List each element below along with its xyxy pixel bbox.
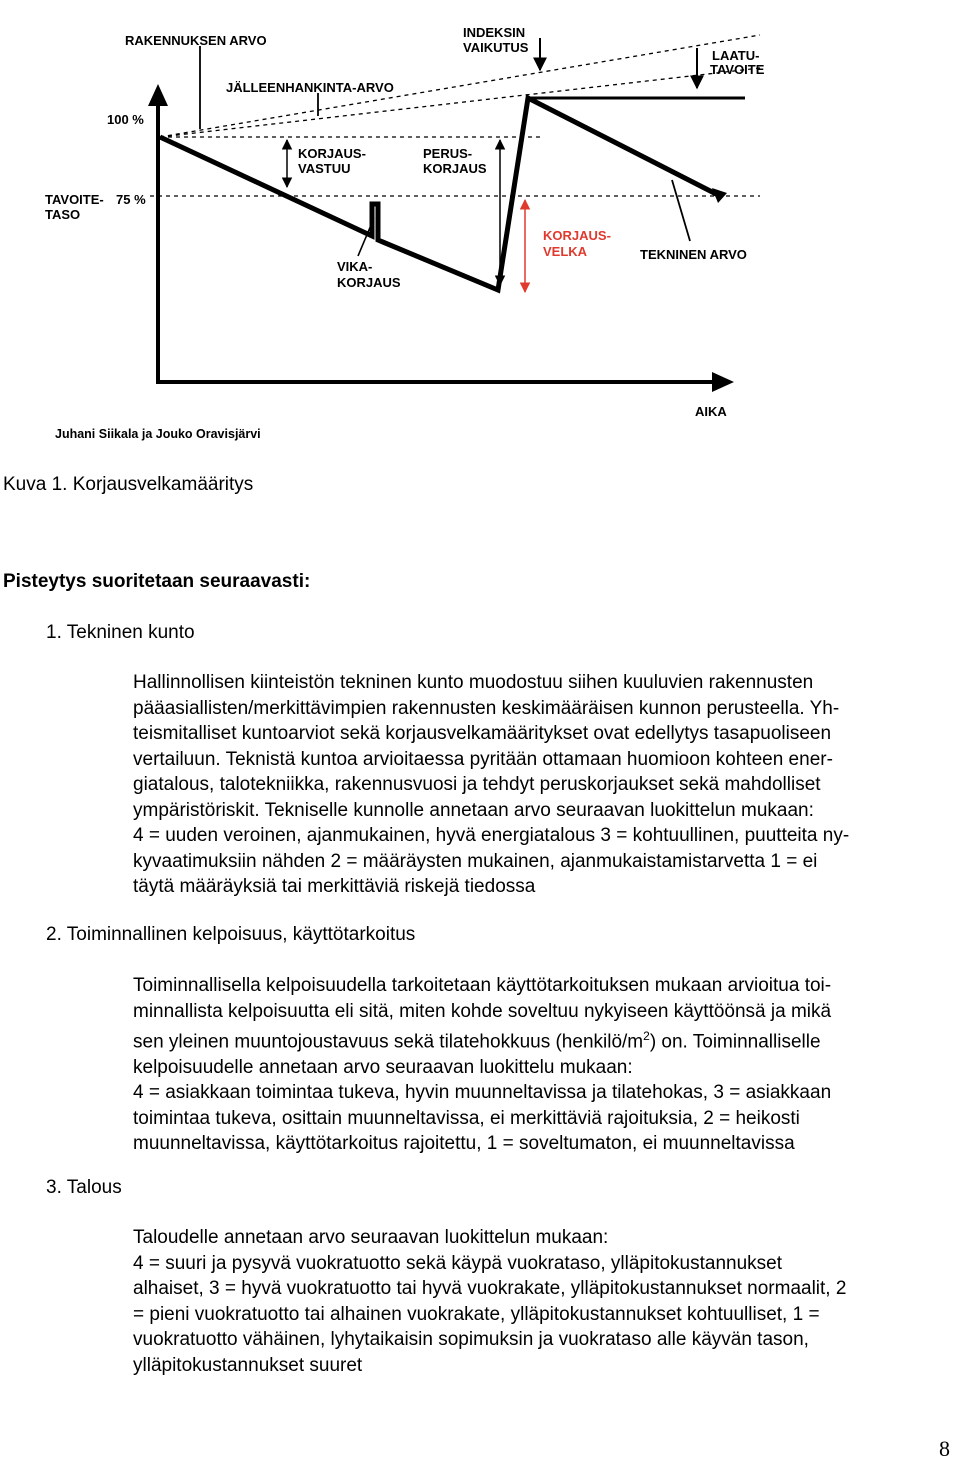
label-aika: AIKA <box>695 404 727 419</box>
text-line: teismitalliset kuntoarviot sekä korjausvelkamääritykset ovat edellytys tasapuoliseen <box>133 723 832 744</box>
label-rakennuksen-arvo: RAKENNUKSEN ARVO <box>125 33 267 48</box>
text-line: kyvaatimuksiin nähden 2 = määräysten mukainen, ajanmukaistamistarvetta 1 = ei <box>133 850 818 872</box>
label-laatu-1: LAATU- <box>712 48 760 63</box>
text-line: kelpoisuudelle annetaan arvo seuraavan luokittelu mukaan: <box>133 1056 633 1078</box>
text-line: 4 = suuri ja pysyvä vuokratuotto sekä käypä vuokrataso, ylläpitokustannukset <box>133 1252 782 1274</box>
text-line: pääasiallisten/merkittävimpien rakennusten keskimääräisen kunnon perusteella. Yh- <box>133 697 840 719</box>
text-line: ympäristöriskit. Tekniselle kunnolle annetaan arvo seuraavan luokittelun mukaan: <box>133 799 814 821</box>
text-segment: sen yleinen muuntojoustavuus sekä tilatehokkuus (henkilö/m <box>133 1031 644 1053</box>
label-korjausvastuu-2: VASTUU <box>298 161 351 176</box>
label-indeksin-1: INDEKSIN <box>463 25 526 40</box>
text-line: vertailuun. Teknistä kuntoa arvioitaessa pyritään ottamaan huomioon kohteen ener- <box>133 748 833 770</box>
technical-value-curve <box>160 98 722 290</box>
item-1-title: 1. Tekninen kunto <box>46 622 195 643</box>
tekninen-arvo-leader <box>672 180 690 241</box>
text-line: 4 = asiakkaan toimintaa tukeva, hyvin muunneltavissa ja tilatehokas, 3 = asiakkaan <box>133 1082 832 1104</box>
item-2-paragraph <box>133 973 831 1157</box>
text-line: minnallista kelpoisuutta eli sitä, miten kohde soveltuu nykyiseen käyttöönsä ja mikä <box>133 1000 832 1022</box>
label-75-percent: 75 % <box>116 192 146 207</box>
jalleenhankinta-arvo-line <box>160 68 760 137</box>
label-perus-2: KORJAUS <box>423 161 487 176</box>
label-vika-2: KORJAUS <box>337 275 401 290</box>
label-indeksin-2: VAIKUTUS <box>463 40 529 55</box>
item-1-paragraph <box>133 670 849 900</box>
text-line: Toiminnallisella kelpoisuudella tarkoitetaan käyttötarkoituksen mukaan arvioitua toi- <box>133 975 832 996</box>
item-3-paragraph <box>133 1225 846 1378</box>
label-tekninen-arvo: TEKNINEN ARVO <box>640 247 747 262</box>
label-tavoite-2: TASO <box>45 207 81 222</box>
text-line: Taloudelle annetaan arvo seuraavan luokittelun mukaan: <box>133 1227 609 1248</box>
label-korjausvelka-1: KORJAUS- <box>543 228 611 243</box>
page-number: 8 <box>939 1436 950 1461</box>
label-perus-1: PERUS- <box>423 146 473 161</box>
text-line: toimintaa tukeva, osittain muunneltavissa, ei merkittäviä rajoituksia, 2 = heikosti <box>133 1107 800 1129</box>
figure-caption: Kuva 1. Korjausvelkamääritys <box>3 474 254 495</box>
text-segment: ) on. Toiminnalliselle <box>649 1031 821 1053</box>
text-line: 4 = uuden veroinen, ajanmukainen, hyvä energiatalous 3 = kohtuullinen, puutteita ny- <box>133 825 850 846</box>
text-line: vuokratuotto vähäinen, lyhytaikaisin sopimuksin ja vuokrataso alle käyvän tason, <box>133 1329 809 1350</box>
text-line: alhaiset, 3 = hyvä vuokratuotto tai hyvä vuokrakate, ylläpitokustannukset normaalit, 2 <box>133 1278 847 1299</box>
text-line: muunneltavissa, käyttötarkoitus rajoitettu, 1 = soveltumaton, ei muunneltavissa <box>133 1133 795 1155</box>
label-korjausvastuu-1: KORJAUS- <box>298 146 366 161</box>
item-2-title: 2. Toiminnallinen kelpoisuus, käyttötarkoitus <box>46 924 416 945</box>
label-tavoite-1: TAVOITE- <box>45 192 104 207</box>
label-jalleenhankinta: JÄLLEENHANKINTA-ARVO <box>226 80 394 95</box>
x-axis-arrow <box>712 372 734 392</box>
text-line: ylläpitokustannukset suuret <box>133 1354 363 1376</box>
label-100-percent: 100 % <box>107 112 144 127</box>
superscript: 2 <box>643 1029 650 1043</box>
label-korjausvelka-2: VELKA <box>543 244 588 259</box>
korjausvelka-diagram <box>0 0 960 460</box>
y-axis-arrow <box>148 84 168 106</box>
label-laatu-2: TAVOITE <box>710 62 765 77</box>
section-heading: Pisteytys suoritetaan seuraavasti: <box>3 571 311 592</box>
text-line: Hallinnollisen kiinteistön tekninen kunto muodostuu siihen kuuluvien rakennusten <box>133 672 814 693</box>
text-line: täytä määräyksiä tai merkittäviä riskejä tiedossa <box>133 876 536 897</box>
text-line: = pieni vuokratuotto tai alhainen vuokrakate, ylläpitokustannukset kohtuulliset, 1 = <box>133 1303 820 1325</box>
label-vika-1: VIKA- <box>337 259 373 274</box>
item-3-title: 3. Talous <box>46 1177 122 1198</box>
figure-credit: Juhani Siikala ja Jouko Oravisjärvi <box>55 427 261 441</box>
text-line: giatalous, talotekniikka, rakennusvuosi ja tehdyt peruskorjaukset sekä mahdolliset <box>133 774 821 795</box>
text-line <box>133 1024 831 1055</box>
